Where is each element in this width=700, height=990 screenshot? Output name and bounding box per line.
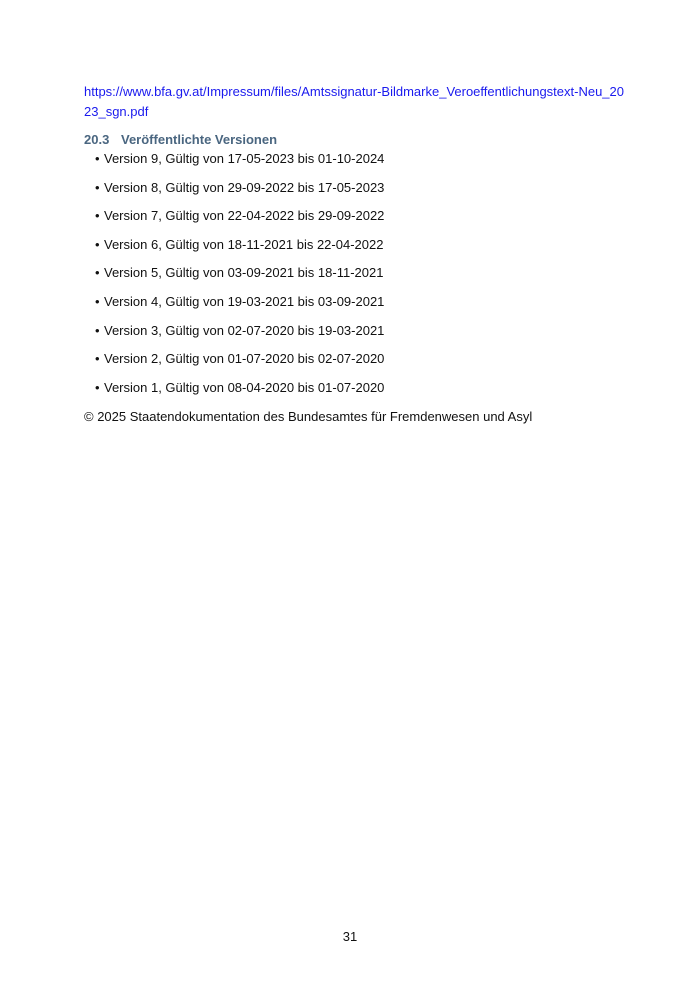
page-number: 31 bbox=[342, 929, 358, 944]
version-text: Version 6, Gültig von 18-11-2021 bis 22-04-2022 bbox=[104, 236, 384, 252]
section-number: 20.3 bbox=[84, 132, 110, 147]
bullet-icon: • bbox=[95, 151, 100, 166]
version-item bbox=[95, 207, 384, 236]
versions-list bbox=[95, 150, 384, 407]
section-heading bbox=[84, 131, 277, 149]
version-text: Version 4, Gültig von 19-03-2021 bis 03-09-2021 bbox=[104, 293, 385, 309]
source-url-link[interactable]: https://www.bfa.gv.at/Impressum/files/Amtssignatur-Bildmarke_Veroeffentlichungstext-Neu_2023_sgn.pdf bbox=[84, 84, 624, 119]
bullet-icon: • bbox=[95, 265, 100, 281]
version-item bbox=[95, 350, 384, 379]
bullet-icon: • bbox=[95, 351, 100, 367]
bullet-icon: • bbox=[95, 236, 100, 252]
bullet-icon: • bbox=[95, 379, 100, 395]
section-title: Veröffentlichte Versionen bbox=[121, 132, 278, 147]
bullet-icon: • bbox=[95, 322, 100, 338]
version-item bbox=[95, 322, 384, 351]
version-item bbox=[95, 293, 384, 322]
version-text: Version 7, Gültig von 22-04-2022 bis 29-09-2022 bbox=[104, 208, 385, 224]
version-item bbox=[95, 236, 384, 265]
bullet-icon: • bbox=[95, 208, 100, 224]
version-text: Version 2, Gültig von 01-07-2020 bis 02-07-2020 bbox=[104, 351, 385, 367]
version-text: Version 3, Gültig von 02-07-2020 bis 19-03-2021 bbox=[104, 322, 385, 338]
version-item bbox=[95, 379, 384, 408]
version-item bbox=[95, 150, 384, 179]
version-text: Version 1, Gültig von 08-04-2020 bis 01-07-2020 bbox=[104, 379, 385, 395]
version-text: Version 8, Gültig von 29-09-2022 bis 17-05-2023 bbox=[104, 179, 385, 195]
bullet-icon: • bbox=[95, 293, 100, 309]
version-text: Version 9, Gültig von 17-05-2023 bis 01-10-2024 bbox=[104, 151, 385, 166]
version-item bbox=[95, 179, 384, 208]
copyright-notice: © 2025 Staatendokumentation des Bundesamtes für Fremdenwesen und Asyl bbox=[84, 409, 533, 424]
version-item bbox=[95, 264, 384, 293]
bullet-icon: • bbox=[95, 179, 100, 195]
version-text: Version 5, Gültig von 03-09-2021 bis 18-11-2021 bbox=[104, 265, 384, 281]
